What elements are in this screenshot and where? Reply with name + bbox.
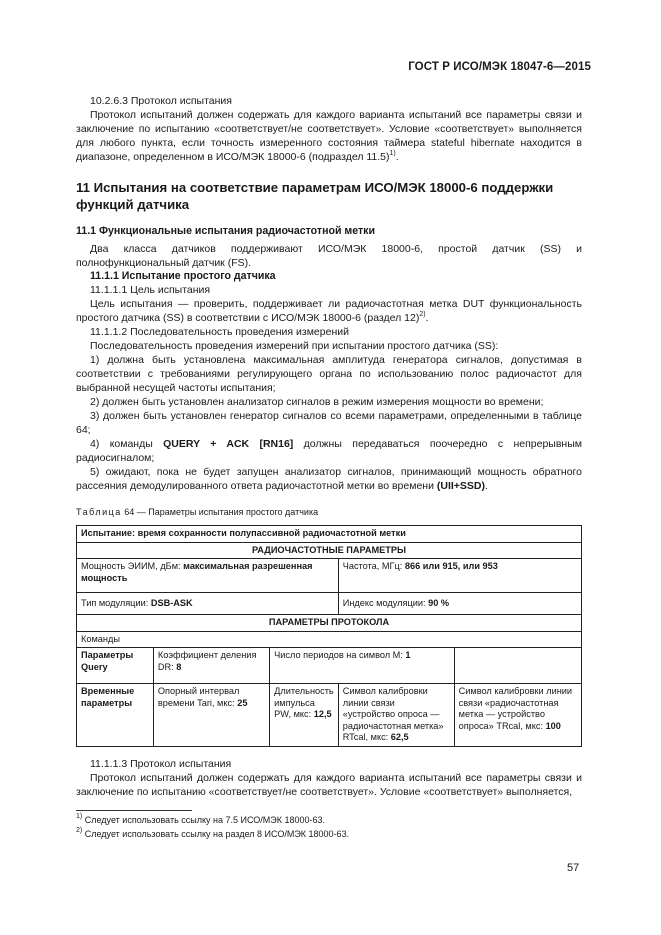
- procedure-step-4: 4) команды QUERY + ACK [RN16] должны передаваться поочередно с непрерывным радиосигналом;: [76, 438, 582, 464]
- dr-cell: Коэффициент деления DR: 8: [153, 648, 269, 684]
- trcal-cell: Символ калибровки линии связи «радиочастотная метка — устройство опроса» TRcal, мкс: 100: [454, 684, 581, 747]
- parameters-table: [76, 525, 582, 747]
- rf-params-header: РАДИОЧАСТОТНЫЕ ПАРАМЕТРЫ: [77, 542, 582, 559]
- section-11-1-1-1-title: 11.1.1.1 Цель испытания: [90, 284, 211, 296]
- section-10-2-6-3-text: Протокол испытаний должен содержать для каждого варианта испытаний все параметры связи и заключение по испытанию «соответствует/не соответствует». Условие «соответствует» выполняется для любого пункта, если точность измеренного состояния таймера stateful hibernate находится в диапазоне, определенном в ИСО/МЭК 18000-6 (подраздел 11.5)$^{1)}$.: [76, 109, 582, 163]
- procedure-step-3: 3) должен быть установлен генератор сигналов со всеми параметрами, определенными в таблице 64;: [76, 410, 582, 436]
- document-header: ГОСТ Р ИСО/МЭК 18047-6—2015: [408, 61, 591, 73]
- m-cell: Число периодов на символ M: 1: [270, 648, 454, 684]
- modulation-index-cell: Индекс модуляции: 90 %: [338, 593, 581, 615]
- footnote-ref-1: 1): [389, 150, 396, 157]
- pw-cell: Длительность импульса PW, мкс: 12,5: [270, 684, 339, 747]
- footnote-1: $^{1)}$ Следует использовать ссылку на 7.5 ИСО/МЭК 18000-63.: [76, 813, 326, 825]
- power-cell: Мощность ЭИИМ, дБм: максимальная разрешенная мощность: [77, 559, 339, 593]
- procedure-step-1: 1) должна быть установлена максимальная амплитуда генератора сигналов, допустимая в соответствии с требованиями регулирующего органа по использованию полос радиочастот для выбранной несущей частоты испытания;: [76, 354, 582, 394]
- footnote-2: $^{2)}$ Следует использовать ссылку на раздел 8 ИСО/МЭК 18000-63.: [76, 827, 350, 839]
- table-test-row: Испытание: время сохранности полупассивной радиочастотной метки: [77, 526, 582, 543]
- section-11-1-1-3-title: 11.1.1.3 Протокол испытания: [90, 758, 232, 770]
- procedure-intro: Последовательность проведения измерений при испытании простого датчика (SS):: [90, 340, 499, 352]
- procedure-step-2: 2) должен быть установлен анализатор сигналов в режим измерения мощности во времени;: [90, 396, 544, 408]
- query-params-label: Параметры Query: [77, 648, 154, 684]
- modulation-type-cell: Тип модуляции: DSB-ASK: [77, 593, 339, 615]
- footnote-separator: [76, 810, 192, 811]
- table-caption: Таблица 64 — Параметры испытания простого датчика: [76, 507, 319, 517]
- footnote-ref-2: 2): [419, 311, 426, 318]
- page-number: 57: [567, 862, 580, 874]
- timing-params-label: Временные параметры: [77, 684, 154, 747]
- empty-cell: [454, 648, 581, 684]
- commands-row: Команды: [77, 631, 582, 648]
- section-11-1-text: Два класса датчиков поддерживают ИСО/МЭК 18000-6, простой датчик (SS) и полнофункциональный датчик (FS).: [76, 243, 582, 269]
- frequency-cell: Частота, МГц: 866 или 915, или 953: [338, 559, 581, 593]
- section-11-title: 11 Испытания на соответствие параметрам ИСО/МЭК 18000-6 поддержки функций датчика: [76, 180, 554, 212]
- section-11-1-1-3-text: Протокол испытаний должен содержать для каждого варианта испытаний все параметры связи и заключение по испытанию «соответствует/не соответствует». Условие «соответствует» выполняется,: [76, 772, 582, 798]
- section-10-2-6-3-title: 10.2.6.3 Протокол испытания: [90, 95, 232, 107]
- protocol-params-header: ПАРАМЕТРЫ ПРОТОКОЛА: [77, 615, 582, 632]
- tari-cell: Опорный интервал времени Tari, мкс: 25: [153, 684, 269, 747]
- test-goal-text: Цель испытания — проверить, поддерживает ли радиочастотная метка DUT функциональность простого датчика (SS) в соответствии с ИСО/МЭК 18000-6 (раздел 12)$^{2)}$.: [76, 298, 582, 324]
- rtcal-cell: Символ калибровки линии связи «устройство опроса — радиочастотная метка» RTcal, мкс: 62,5: [338, 684, 454, 747]
- procedure-step-5: 5) ожидают, пока не будет запущен анализатор сигналов, принимающий мощность обратного рассеяния демодулированного ответа радиочастотной метки во времени (UII+SSD).: [76, 466, 582, 492]
- section-11-1-title: 11.1 Функциональные испытания радиочастотной метки: [76, 225, 375, 237]
- section-11-1-1-2-title: 11.1.1.2 Последовательность проведения измерений: [90, 326, 349, 338]
- section-11-1-1-title: 11.1.1 Испытание простого датчика: [90, 270, 276, 282]
